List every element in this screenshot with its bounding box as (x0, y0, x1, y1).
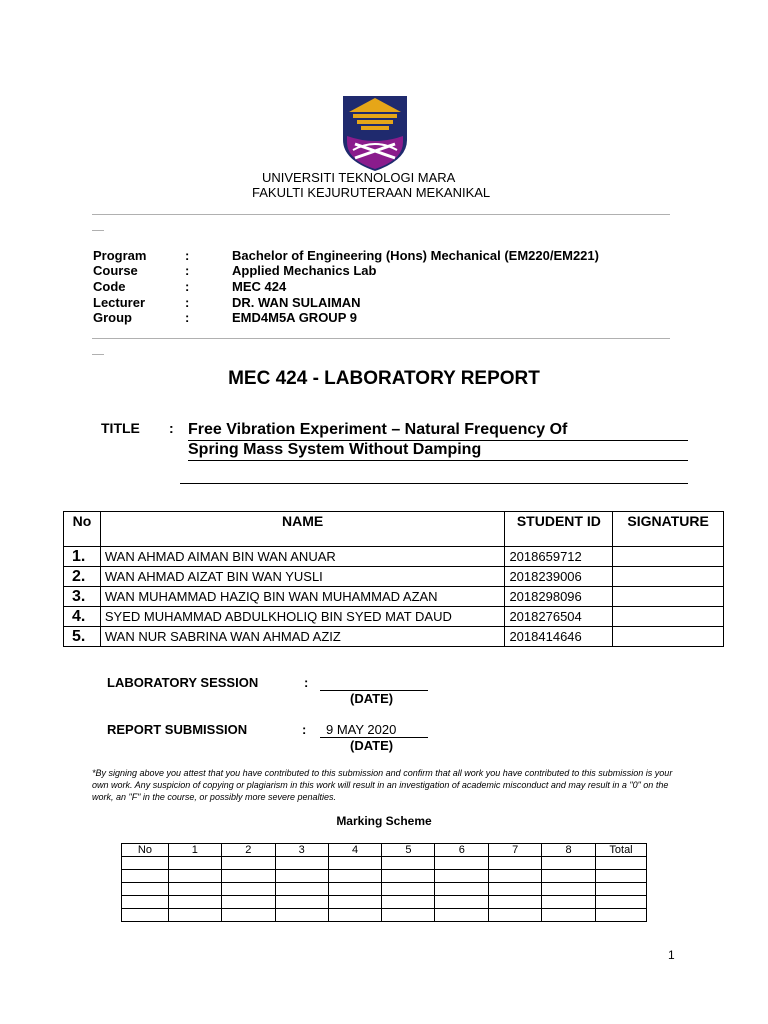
marking-cell[interactable] (382, 870, 435, 883)
marking-cell[interactable] (328, 870, 382, 883)
title-colon: : (169, 420, 174, 436)
marking-scheme-table (121, 843, 647, 922)
separator-line (92, 214, 670, 215)
info-label: Program (93, 248, 147, 263)
table-row (64, 607, 724, 627)
marking-row (122, 883, 647, 896)
member-id: 2018239006 (505, 567, 613, 587)
signature-cell[interactable] (613, 567, 724, 587)
info-label: Lecturer (93, 295, 146, 310)
marking-cell[interactable] (596, 896, 647, 909)
marking-row (122, 909, 647, 922)
marking-cell[interactable] (382, 896, 435, 909)
member-id: 2018298096 (505, 587, 613, 607)
report-submission-colon: : (302, 722, 307, 737)
marking-cell[interactable] (275, 909, 328, 922)
table-row (64, 567, 724, 587)
header-name: NAME (100, 512, 505, 547)
info-label: Code (93, 279, 126, 294)
marking-cell[interactable] (275, 883, 328, 896)
marking-cell[interactable] (168, 909, 221, 922)
signature-cell[interactable] (613, 587, 724, 607)
marking-cell[interactable] (596, 909, 647, 922)
lab-session-date-label: (DATE) (350, 691, 394, 706)
table-row (64, 547, 724, 567)
signature-cell[interactable] (613, 607, 724, 627)
report-submission-date-field[interactable]: 9 MAY 2020 (320, 722, 428, 738)
lab-session-colon: : (304, 675, 309, 690)
marking-cell[interactable] (275, 896, 328, 909)
row-number: 3. (64, 587, 101, 607)
info-label: Course (93, 263, 138, 278)
title-label: TITLE (101, 420, 140, 436)
header-student-id: STUDENT ID (505, 512, 613, 547)
info-value: EMD4M5A GROUP 9 (232, 310, 357, 325)
marking-cell[interactable] (596, 870, 647, 883)
row-number: 2. (64, 567, 101, 587)
info-value: Bachelor of Engineering (Hons) Mechanical (EM220/EM221) (232, 248, 599, 263)
table-row (64, 587, 724, 607)
university-crest-icon (341, 94, 409, 172)
marking-cell[interactable] (168, 883, 221, 896)
marking-cell[interactable] (221, 883, 275, 896)
marking-cell[interactable] (596, 883, 647, 896)
marking-cell[interactable] (122, 857, 169, 870)
header-signature: SIGNATURE (613, 512, 724, 547)
row-number: 1. (64, 547, 101, 567)
marking-cell[interactable] (542, 909, 596, 922)
marking-cell[interactable] (489, 870, 542, 883)
member-name: WAN NUR SABRINA WAN AHMAD AZIZ (100, 627, 505, 647)
marking-header-7: 7 (489, 844, 542, 857)
marking-cell[interactable] (435, 909, 489, 922)
marking-cell[interactable] (542, 896, 596, 909)
marking-header-4: 4 (328, 844, 382, 857)
separator-tail (92, 354, 104, 355)
header-no: No (64, 512, 101, 547)
marking-cell[interactable] (382, 857, 435, 870)
page-number: 1 (668, 948, 675, 962)
report-submission-label: REPORT SUBMISSION (107, 722, 248, 737)
info-value: DR. WAN SULAIMAN (232, 295, 361, 310)
member-name: WAN MUHAMMAD HAZIQ BIN WAN MUHAMMAD AZAN (100, 587, 505, 607)
info-colon: : (185, 279, 190, 294)
marking-cell[interactable] (168, 896, 221, 909)
marking-cell[interactable] (221, 909, 275, 922)
info-value: MEC 424 (232, 279, 287, 294)
lab-session-label: LABORATORY SESSION (107, 675, 259, 690)
report-title: MEC 424 - LABORATORY REPORT (228, 368, 540, 389)
info-label: Group (93, 310, 132, 325)
disclaimer-text: *By signing above you attest that you have contributed to this submission and confirm that all work you have contributed to this submission is your own work. Any suspicion of copying or plagiarism in this work will result in an investigation of academic misconduct and may result in a "0" on the work, an "F" in the course, or possibly more severe penalties. (92, 768, 673, 802)
marking-header-3: 3 (275, 844, 328, 857)
member-name: WAN AHMAD AIMAN BIN WAN ANUAR (100, 547, 505, 567)
marking-cell[interactable] (435, 896, 489, 909)
marking-header-1: 1 (168, 844, 221, 857)
report-submission-date-label: (DATE) (350, 738, 394, 753)
marking-header-2: 2 (221, 844, 275, 857)
marking-cell[interactable] (168, 857, 221, 870)
member-name: SYED MUHAMMAD ABDULKHOLIQ BIN SYED MAT DAUD (100, 607, 505, 627)
experiment-title-line-2: Spring Mass System Without Damping (188, 441, 688, 461)
members-table (63, 511, 724, 647)
marking-header-5: 5 (382, 844, 435, 857)
marking-row (122, 857, 647, 870)
member-id: 2018414646 (505, 627, 613, 647)
marking-row (122, 870, 647, 883)
info-colon: : (185, 310, 190, 325)
marking-cell[interactable] (489, 896, 542, 909)
university-name: UNIVERSITI TEKNOLOGI MARA (262, 170, 456, 185)
marking-cell[interactable] (435, 857, 489, 870)
marking-cell[interactable] (489, 909, 542, 922)
marking-cell[interactable] (122, 909, 169, 922)
table-row (64, 627, 724, 647)
marking-cell[interactable] (328, 909, 382, 922)
member-id: 2018276504 (505, 607, 613, 627)
marking-row (122, 896, 647, 909)
marking-cell[interactable] (122, 883, 169, 896)
row-number: 4. (64, 607, 101, 627)
marking-cell[interactable] (221, 870, 275, 883)
experiment-title-line-1: Free Vibration Experiment – Natural Frequency Of (188, 421, 688, 441)
marking-cell[interactable] (542, 870, 596, 883)
info-colon: : (185, 263, 190, 278)
marking-cell[interactable] (275, 870, 328, 883)
marking-cell[interactable] (221, 857, 275, 870)
marking-cell[interactable] (489, 857, 542, 870)
separator-line (92, 338, 670, 339)
marking-cell[interactable] (435, 883, 489, 896)
marking-cell[interactable] (435, 870, 489, 883)
info-colon: : (185, 295, 190, 310)
title-blank-line (180, 462, 688, 484)
marking-cell[interactable] (328, 883, 382, 896)
members-header-row (64, 512, 724, 547)
marking-cell[interactable] (328, 896, 382, 909)
marking-cell[interactable] (275, 857, 328, 870)
marking-header-total: Total (596, 844, 647, 857)
marking-cell[interactable] (596, 857, 647, 870)
marking-cell[interactable] (122, 896, 169, 909)
lab-session-date-field[interactable] (320, 675, 428, 691)
marking-cell[interactable] (382, 909, 435, 922)
marking-scheme-title: Marking Scheme (336, 814, 432, 828)
marking-header-6: 6 (435, 844, 489, 857)
signature-cell[interactable] (613, 547, 724, 567)
member-id: 2018659712 (505, 547, 613, 567)
row-number: 5. (64, 627, 101, 647)
marking-cell[interactable] (122, 870, 169, 883)
info-colon: : (185, 248, 190, 263)
marking-cell[interactable] (542, 883, 596, 896)
marking-cell[interactable] (328, 857, 382, 870)
marking-cell[interactable] (221, 896, 275, 909)
marking-header-row (122, 844, 647, 857)
marking-cell[interactable] (542, 857, 596, 870)
marking-cell[interactable] (168, 870, 221, 883)
marking-cell[interactable] (489, 883, 542, 896)
marking-header-8: 8 (542, 844, 596, 857)
separator-tail (92, 230, 104, 231)
marking-header-no: No (122, 844, 169, 857)
signature-cell[interactable] (613, 627, 724, 647)
faculty-name: FAKULTI KEJURUTERAAN MEKANIKAL (252, 185, 491, 200)
info-value: Applied Mechanics Lab (232, 263, 377, 278)
member-name: WAN AHMAD AIZAT BIN WAN YUSLI (100, 567, 505, 587)
marking-cell[interactable] (382, 883, 435, 896)
